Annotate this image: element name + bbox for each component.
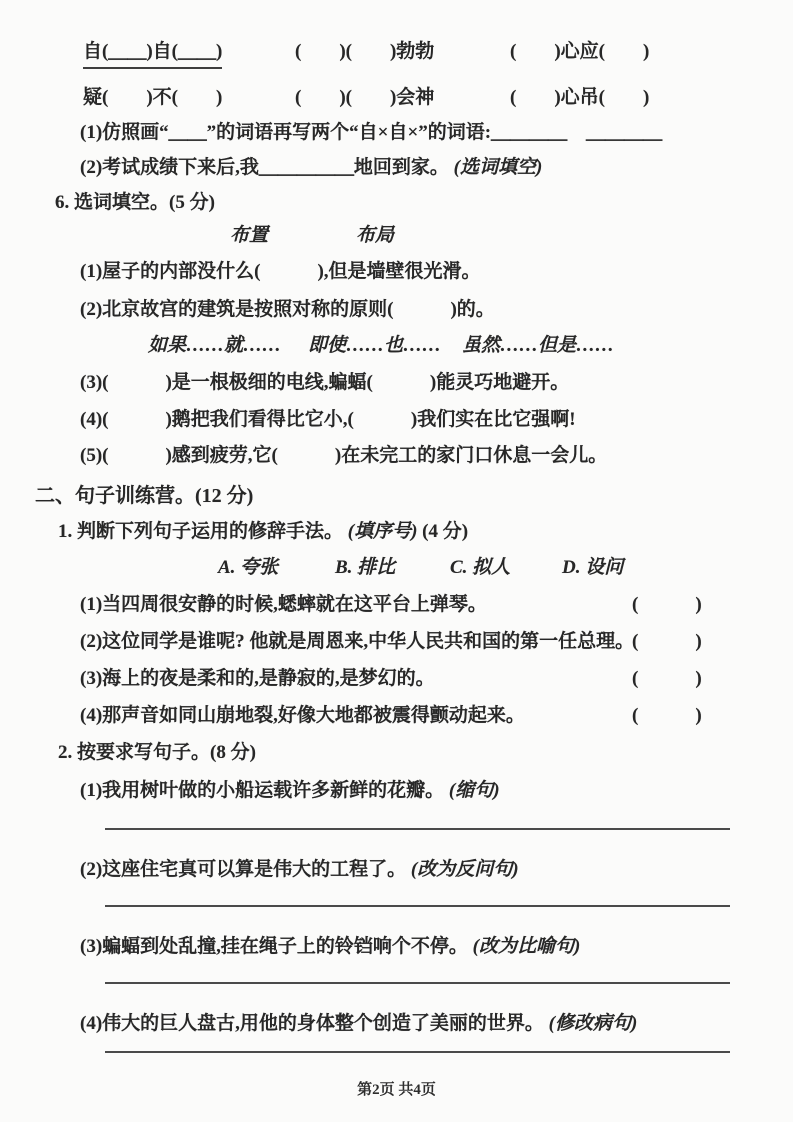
idiom-blank-bobo: ( )( )勃勃 [295, 41, 435, 62]
q5-sub2-text: (2)考试成绩下来后,我＿＿＿＿＿地回到家。 [80, 157, 449, 178]
s2-q2-item-1 [80, 775, 500, 802]
idiom-blank-xinying: ( )心应( ) [510, 41, 650, 62]
rewrite-hint: (改为比喻句) [472, 936, 581, 957]
rewrite-hint: (修改病句) [548, 1013, 638, 1034]
q6-item-5: (5)( )感到疲劳,它( )在未完工的家门口休息一会儿。 [80, 445, 608, 466]
s2-q1-item-3 [80, 663, 793, 690]
sentence-text: (2)这位同学是谁呢? 他就是周恩来,中华人民共和国的第一任总理。 [80, 631, 635, 652]
choice-d-shewen: D. 设问 [562, 557, 624, 578]
answer-line [105, 982, 730, 984]
s2-q1-item-1 [80, 589, 793, 616]
answer-paren-blank: ( ) [632, 594, 702, 615]
option-buju: 布局 [356, 225, 395, 246]
option-jishi-ye: 即使……也…… [308, 335, 442, 356]
sentence-text: (1)当四周很安静的时候,蟋蟀就在这平台上弹琴。 [80, 594, 487, 615]
choice-b-paibi: B. 排比 [335, 557, 396, 578]
section2-title: 二、句子训练营。(12 分) [35, 485, 254, 507]
q5-sub2 [80, 152, 542, 179]
q6-item-1: (1)屋子的内部没什么( ),但是墙壁很光滑。 [80, 261, 481, 282]
q6-word-options [0, 220, 793, 248]
q6-title: 6. 选词填空。(5 分) [55, 192, 215, 213]
rewrite-hint: (缩句) [448, 780, 500, 801]
s2-q1-title-hint: (填序号) [347, 521, 418, 542]
q6-conjunction-options [0, 330, 793, 358]
answer-paren-blank: ( ) [632, 668, 702, 689]
idiom-blank-zi-zi: 自(＿＿)自(＿＿) [83, 36, 222, 69]
idiom-blank-yi-bu: 疑( )不( ) [83, 87, 223, 108]
sentence-text: (4)那声音如同山崩地裂,好像大地都被震得颤动起来。 [80, 705, 525, 726]
sentence-text: (3)蝙蝠到处乱撞,挂在绳子上的铃铛响个不停。 [80, 936, 468, 957]
choice-a-kuazhang: A. 夸张 [218, 557, 279, 578]
s2-q1-title [58, 516, 468, 543]
s2-q2-item-3 [80, 931, 580, 958]
q5-sub1: (1)仿照画“＿＿”的词语再写两个“自×自×”的词语:＿＿＿＿ ＿＿＿＿ [80, 122, 663, 143]
q6-item-3: (3)( )是一根极细的电线,蝙蝠( )能灵巧地避开。 [80, 372, 570, 393]
s2-q2-item-4 [80, 1008, 637, 1035]
answer-line [105, 828, 730, 830]
q6-item-4: (4)( )鹅把我们看得比它小,( )我们实在比它强啊! [80, 409, 576, 430]
answer-paren-blank: ( ) [632, 705, 702, 726]
idiom-row-2 [0, 82, 793, 112]
idiom-blank-xindiao: ( )心吊( ) [510, 87, 650, 108]
q5-sub2-hint: (选词填空) [453, 157, 543, 178]
answer-line [105, 1051, 730, 1053]
option-ruguo-jiu: 如果……就…… [148, 335, 282, 356]
sentence-text: (3)海上的夜是柔和的,是静寂的,是梦幻的。 [80, 668, 435, 689]
s2-q1-title-text: 1. 判断下列句子运用的修辞手法。 [58, 521, 344, 542]
sentence-text: (1)我用树叶做的小船运载许多新鲜的花瓣。 [80, 780, 445, 801]
option-suiran-danshi: 虽然……但是…… [462, 335, 615, 356]
choice-c-niren: C. 拟人 [450, 557, 511, 578]
idiom-blank-huishen: ( )( )会神 [295, 87, 435, 108]
idiom-row-1 [0, 36, 793, 66]
s2-q1-title-score: (4 分) [422, 521, 469, 542]
s2-q2-title: 2. 按要求写句子。(8 分) [58, 742, 256, 763]
sentence-text: (4)伟大的巨人盘古,用他的身体整个创造了美丽的世界。 [80, 1013, 544, 1034]
s2-q1-item-4 [80, 700, 793, 727]
q6-item-2: (2)北京故宫的建筑是按照对称的原则( )的。 [80, 299, 495, 320]
page-footer: 第2页 共4页 [357, 1082, 436, 1098]
answer-line [105, 905, 730, 907]
sentence-text: (2)这座住宅真可以算是伟大的工程了。 [80, 859, 407, 880]
rewrite-hint: (改为反问句) [410, 859, 519, 880]
option-buzhi: 布置 [230, 225, 269, 246]
s2-q1-choices [0, 552, 793, 580]
answer-paren-blank: ( ) [632, 631, 702, 652]
s2-q2-item-2 [80, 854, 519, 881]
s2-q1-item-2 [80, 626, 793, 653]
